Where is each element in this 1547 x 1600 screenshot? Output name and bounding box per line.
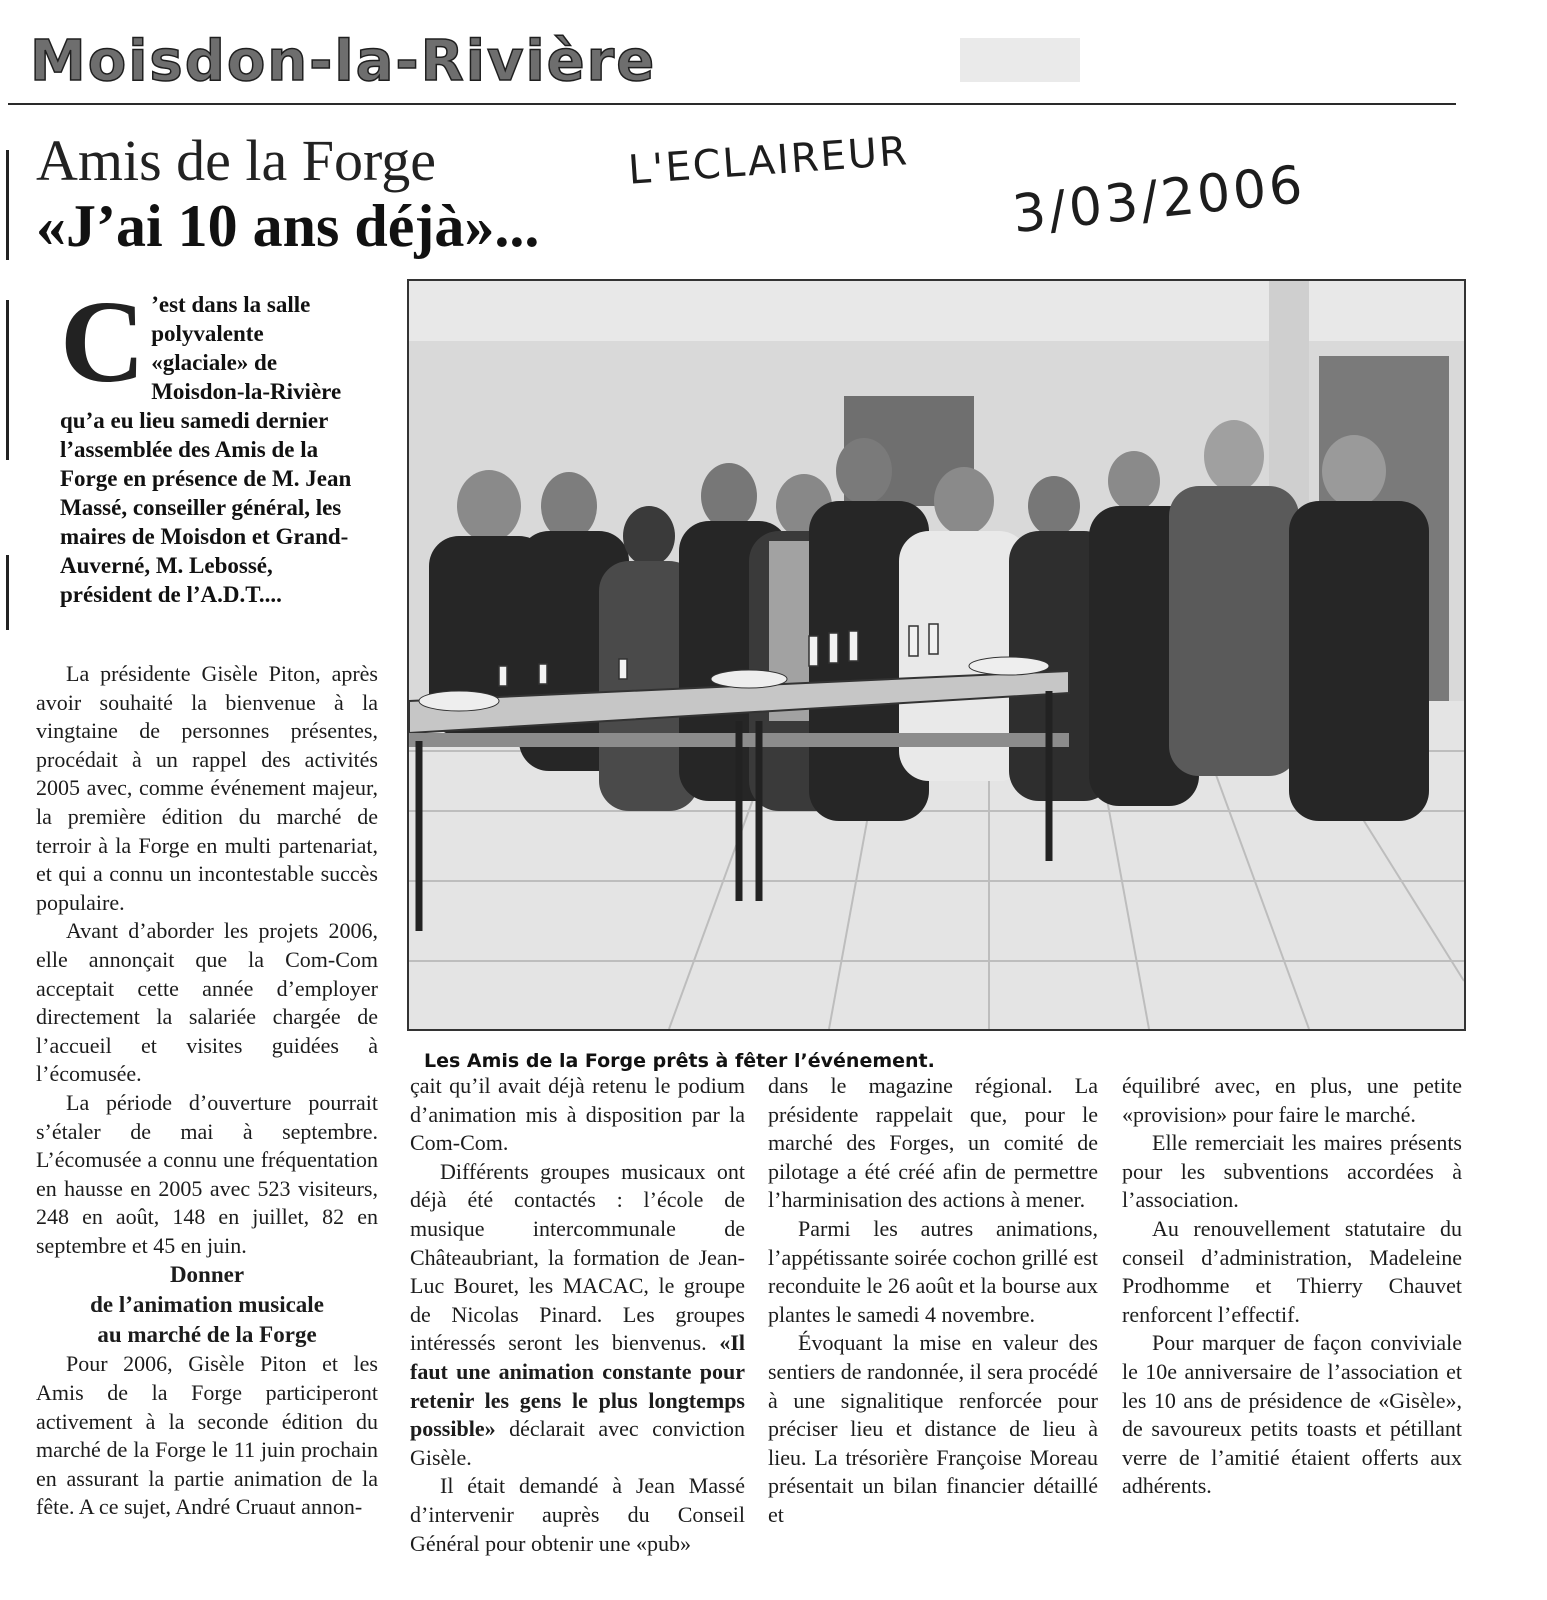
- article-column-4: [1122, 1072, 1462, 1501]
- handwritten-source: L'ECLAIREUR: [626, 128, 911, 194]
- article-column-3: [768, 1072, 1098, 1530]
- masthead-rule: [8, 103, 1456, 105]
- masthead: Moisdon-la-Rivière: [30, 29, 657, 94]
- article-headline: «J’ai 10 ans déjà»...: [36, 193, 540, 259]
- photo-caption: Les Amis de la Forge prêts à fêter l’événement.: [424, 1050, 935, 1072]
- paragraph: équilibré avec, en plus, une petite «provision» pour faire le marché.: [1122, 1073, 1462, 1127]
- paragraph: La période d’ouverture pourrait s’étaler de mai à septembre. L’écomusée a connu une fréquentation en hausse en 2005 avec 523 visiteurs, 248 en août, 148 en juillet, 82 en septembre et 45 en juin.: [36, 1089, 378, 1258]
- group-photo: [407, 279, 1466, 1031]
- paragraph: Il était demandé à Jean Massé d’intervenir auprès du Conseil Général pour obtenir une «pub»: [410, 1473, 745, 1556]
- article-kicker: Amis de la Forge: [36, 128, 437, 193]
- article-column-2: [410, 1072, 745, 1558]
- paragraph: çait qu’il avait déjà retenu le podium d’animation mis à disposition par la Com-Com.: [410, 1073, 745, 1156]
- margin-bar: [6, 555, 9, 630]
- group-photo-illustration: [409, 281, 1464, 1029]
- handwritten-date: 3/03/2006: [1009, 154, 1308, 246]
- paragraph-text: Différents groupes musicaux ont déjà été contactés : l’école de musique intercommunale de Châteaubriant, la formation de Jean-Luc Bouret, les MACAC, le groupe de Nicolas Pinard. Les groupes intéressés seront les bienvenus.: [410, 1158, 745, 1356]
- margin-bar: [6, 300, 9, 460]
- subhead-line: de l’animation musicale: [90, 1292, 324, 1318]
- paragraph: Pour 2006, Gisèle Piton et les Amis de la Forge participeront activement à la seconde édition du marché de la Forge le 11 juin prochain en assurant la partie animation de la fête. A ce sujet, André Cruaut annon-: [36, 1351, 378, 1520]
- section-subhead: [36, 1260, 378, 1350]
- drop-cap: C: [60, 276, 146, 407]
- subhead-line: Donner: [169, 1262, 245, 1288]
- paragraph: Pour marquer de façon conviviale le 10e anniversaire de l’association et les 10 ans de présidence de «Gisèle», de savoureux petits toasts et pétillant verre de l’amitié étaient offerts aux adhérents.: [1122, 1330, 1462, 1499]
- margin-bar: [6, 150, 9, 260]
- bold-quote: «Il faut une animation constante pour retenir les gens le plus longtemps possible»: [410, 1330, 745, 1442]
- paragraph: [410, 1158, 745, 1473]
- paragraph: dans le magazine régional. La présidente rappelait que, pour le marché des Forges, un comité de pilotage a été créé afin de permettre l’harminisation des actions à mener.: [768, 1073, 1098, 1213]
- paragraph: Parmi les autres animations, l’appétissante soirée cochon grillé est reconduite le 26 août et la bourse aux plantes le samedi 4 novembre.: [768, 1215, 1098, 1327]
- lead-paragraph: [60, 276, 360, 609]
- paragraph-text: déclarait avec conviction Gisèle.: [410, 1416, 745, 1470]
- paragraph: Avant d’aborder les projets 2006, elle annonçait que la Com-Com acceptait cette année d’employer directement la salariée chargée de l’accueil et visites guidées à l’écomusée.: [36, 918, 378, 1087]
- paragraph: Elle remerciait les maires présents pour les subventions accordées à l’association.: [1122, 1130, 1462, 1213]
- paragraph: La présidente Gisèle Piton, après avoir souhaité la bienvenue à la vingtaine de personnes présentes, procédait à un rappel des activités 2005 avec, comme événement majeur, la première édition du marché de terroir à la Forge en multi partenariat, et qui a connu un incontestable succès populaire.: [36, 661, 378, 915]
- bleed-through-shape: [960, 38, 1080, 82]
- subhead-line: au marché de la Forge: [97, 1322, 317, 1348]
- paragraph: Évoquant la mise en valeur des sentiers de randonnée, il sera procédé à une signalitique renforcée pour préciser lieu et distance de lieu à lieu. La trésorière Françoise Moreau présentait un bilan financier détaillé et: [768, 1330, 1098, 1527]
- paragraph: Au renouvellement statutaire du conseil d’administration, Madeleine Prodhomme et Thierry Chauvet renforcent l’effectif.: [1122, 1215, 1462, 1327]
- article-column-1: [36, 660, 378, 1522]
- lead-text: ’est dans la salle polyvalente «glaciale» de Moisdon-la-Rivière qu’a eu lieu samedi dernier l’assemblée des Amis de la Forge en présence de M. Jean Massé, conseiller général, les maires de Moisdon et Grand-Auverné, M. Lebossé, président de l’A.D.T....: [60, 292, 352, 607]
